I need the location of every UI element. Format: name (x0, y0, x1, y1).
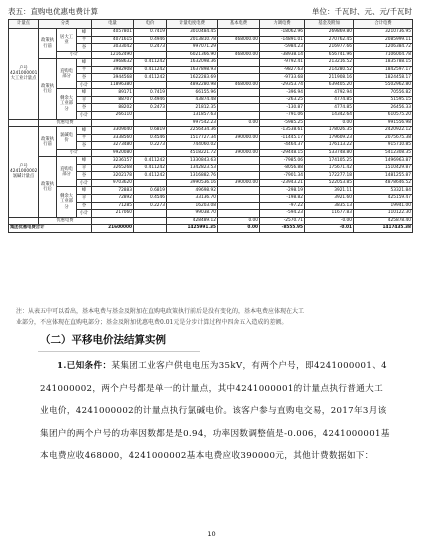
table-cell (134, 179, 167, 187)
table-cell: 175671.42 (305, 164, 354, 172)
table-cell: 89171 (92, 89, 134, 97)
table-cell: 0.411242 (134, 66, 167, 74)
table-cell: 3835.13 (305, 202, 354, 210)
table-cell (218, 59, 260, 67)
table-cell: 2256434.36 (167, 127, 218, 135)
table-cell: 991556.98 (354, 119, 413, 127)
paragraph-lead: 1.已知条件： (57, 361, 112, 371)
table-header-cell: 电量 (92, 20, 134, 29)
table-cell: 0.7419 (134, 89, 167, 97)
table-cell: 氯碱电价 (57, 127, 77, 150)
table-cell: 12162490 (92, 51, 134, 59)
table-cell: 户号4241000002氯碱计量点 (9, 127, 39, 218)
table-cell: 21812.35 (167, 104, 218, 112)
table-cell (218, 66, 260, 74)
table-cell: 0.411242 (134, 74, 167, 82)
table-cell: 0.6819 (134, 187, 167, 195)
table-cell (134, 81, 167, 89)
table-cell: 小计 (57, 51, 92, 59)
table-cell: 户号4241000001大工业计量点 (9, 29, 39, 120)
table-cell: 集团优惠电费合计 (9, 225, 92, 233)
discount-fee-table (8, 19, 413, 233)
table-cell: 744060.02 (167, 142, 218, 150)
table-cell: 174105.25 (305, 157, 354, 165)
table-cell: 11677.83 (305, 210, 354, 218)
table-cell (92, 119, 134, 127)
table-cell: 4878646.52 (354, 179, 413, 187)
table-cell: 0.00 (218, 119, 260, 127)
table-cell: 211908.16 (305, 74, 354, 82)
table-cell: 214280.52 (305, 66, 354, 74)
table-cell: 直购电部分 (57, 157, 77, 187)
table-cell: 峰 (77, 89, 92, 97)
table-cell: -11445.17 (260, 134, 305, 142)
table-cell: 172277.18 (305, 172, 354, 180)
table-cell: 3309040 (92, 127, 134, 135)
table-cell: 468000.00 (218, 81, 260, 89)
table-row (9, 157, 413, 165)
table-cell: 1330843.63 (167, 157, 218, 165)
table-cell: -263.25 (260, 96, 305, 104)
table-cell: -9827.63 (260, 66, 305, 74)
table-cell: 2420922.12 (354, 127, 413, 135)
table-cell: -130.87 (260, 104, 305, 112)
table-cell (218, 164, 260, 172)
table-cell: 0.4946 (134, 36, 167, 44)
table-cell: 26456.33 (354, 104, 413, 112)
table-cell: 49698.92 (167, 187, 218, 195)
table-cell: -396.94 (260, 89, 305, 97)
table-cell: 66155.96 (167, 89, 218, 97)
table-cell: 43874.48 (167, 96, 218, 104)
table-cell: 谷 (77, 172, 92, 180)
table-cell: 峰 (77, 29, 92, 37)
table-cell: 0.2473 (134, 104, 167, 112)
table-cell: 1637898.93 (167, 66, 218, 74)
table-cell: 72883 (92, 187, 134, 195)
table-cell: 3982908 (92, 66, 134, 74)
table-cell: 99038.70 (167, 210, 218, 218)
table-cell: 0.00 (218, 217, 260, 225)
table-cell: 16203.08 (167, 202, 218, 210)
table-cell: 0.2273 (134, 142, 167, 150)
table-cell: 0.6819 (134, 127, 167, 135)
table-header-cell: 合计电费 (354, 20, 413, 29)
table-title-row (8, 6, 412, 18)
table-cell: 9920080 (92, 149, 134, 157)
table-cell: -0.01 (305, 225, 354, 233)
table-header-cell: 基金及附加 (305, 20, 354, 29)
table-cell (9, 119, 39, 127)
table-cell: 小计 (57, 149, 92, 157)
table-cell: 0.4546 (134, 134, 167, 142)
table-cell: 谷 (77, 202, 92, 210)
table-cell: 1517727.34 (167, 134, 218, 142)
table-cell: 6021366.90 (167, 51, 218, 59)
table-cell: 179609.23 (305, 134, 354, 142)
table-cell: 1632098.36 (167, 59, 218, 67)
table-cell: 533748.80 (305, 149, 354, 157)
table-cell: 政策执行前 (39, 29, 57, 59)
table-cell: 谷 (77, 44, 92, 52)
table-cell: 997071.29 (167, 44, 218, 52)
table-cell: 0.4546 (134, 195, 167, 203)
table-cell: 3236157 (92, 157, 134, 165)
table-header-cell: 分类 (39, 20, 92, 29)
table-cell: 平 (77, 96, 92, 104)
paragraph-text: 某集团工业客户供电电压为35kV，有两个户号，即4241000001、4241000002，两个户号都是单一的计量点，其中4241000001的计量点执行普通大工业电价，4241000002的计量点执行氯碱电价。该客户参与直购电交易，2017年3月该集团户的两个户号的功率因数都是是0.94，功率因数调整值是-0.006，4241000001基本电费应收468000，4241000002基本电费应收390000元，其他计费数据如下： (40, 361, 390, 461)
table-cell: 425878.40 (354, 217, 413, 225)
table-cell: 政策执行后 (39, 59, 57, 119)
table-cell: 4057801 (92, 29, 134, 37)
table-cell: 3944568 (92, 74, 134, 82)
table-cell (218, 142, 260, 150)
table-cell: 3010484.45 (167, 29, 218, 37)
table-cell (134, 112, 167, 120)
table-cell: 1510429.87 (354, 164, 413, 172)
table-row (9, 89, 413, 97)
table-cell: -9792.41 (260, 59, 305, 67)
table-cell: 3033042 (92, 44, 134, 52)
table-cell: 谷 (77, 104, 92, 112)
table-cell: 1316882.76 (167, 172, 218, 180)
table-cell: -14891.01 (260, 36, 305, 44)
table-cell: 4892280.98 (167, 81, 218, 89)
table-cell (218, 96, 260, 104)
table-cell: 优惠电费 (39, 217, 92, 225)
table-cell: 3210736.95 (354, 29, 413, 37)
table-cell: 610575.20 (354, 112, 413, 120)
table-cell: 1622283.69 (167, 74, 218, 82)
table-cell: -4464.37 (260, 142, 305, 150)
table-cell: 3265268 (92, 164, 134, 172)
table-cell: -13538.61 (260, 127, 305, 135)
table-cell (218, 89, 260, 97)
table-cell: 0.7419 (134, 29, 167, 37)
table-cell: 217060 (92, 210, 134, 218)
table-cell (218, 210, 260, 218)
table-cell (134, 119, 167, 127)
table-cell (218, 112, 260, 120)
table-cell: 0.411242 (134, 172, 167, 180)
table-header-row (9, 20, 413, 29)
table-cell: 71285 (92, 202, 134, 210)
table-cell: -2570.71 (260, 217, 305, 225)
table-cell: 0.411242 (134, 157, 167, 165)
table-cell: 53321.84 (354, 187, 413, 195)
table-cell: -29448.15 (260, 149, 305, 157)
table-cell: -97.22 (260, 202, 305, 210)
table-cell: 21600000 (92, 225, 134, 233)
section-heading: （二）平移电价法结算实例 (40, 334, 166, 346)
table-row (9, 127, 413, 135)
table-cell: 33136.70 (167, 195, 218, 203)
table-cell: 居大工业 (57, 29, 77, 52)
table-cell: 390000.00 (218, 149, 260, 157)
table-cell: 4518221.72 (167, 149, 218, 157)
table-cell: 直购电部分 (57, 59, 77, 89)
table-cell: 2013810.78 (167, 36, 218, 44)
table-cell: 0.00 (305, 119, 354, 127)
table-cell: 522053.85 (305, 179, 354, 187)
table-cell: 0.411242 (134, 164, 167, 172)
table-cell: 小计 (77, 179, 92, 187)
table-cell: -0.00 (305, 217, 354, 225)
table-header-cell: 计量点 (9, 20, 39, 29)
table-cell: -38938.14 (260, 51, 305, 59)
table-cell: 176113.22 (305, 142, 354, 150)
table-cell (218, 127, 260, 135)
table-header-cell: 计量电度电费 (167, 20, 218, 29)
table-cell: 2075675.38 (354, 134, 413, 142)
table-cell: 1425991.35 (167, 225, 218, 233)
table-cell (218, 172, 260, 180)
table-cell (134, 149, 167, 157)
table-cell (218, 29, 260, 37)
table-cell: -7985.06 (260, 157, 305, 165)
table-row (9, 119, 413, 127)
table-cell: 峰 (77, 59, 92, 67)
table-cell: 小计 (77, 210, 92, 218)
table-cell: 平 (77, 36, 92, 44)
table-cell (134, 51, 167, 59)
table-cell: 1824458.17 (354, 74, 413, 82)
table-cell: 优惠电费 (39, 119, 92, 127)
table-cell: 110122.30 (354, 210, 413, 218)
table-cell: -18062.96 (260, 29, 305, 37)
table-cell: 4774.85 (305, 104, 354, 112)
table-cell: 72892 (92, 195, 134, 203)
table-cell: 剩余大工业部分 (57, 187, 77, 217)
table-cell (134, 225, 167, 233)
table-cell: 266110 (92, 112, 134, 120)
table-cell (218, 202, 260, 210)
table-cell: 平 (77, 195, 92, 203)
table-cell: 3990536.16 (167, 179, 218, 187)
table-cell: 剩余大工业部分 (57, 89, 77, 119)
table-row (9, 51, 413, 59)
table-cell: 4792.94 (305, 89, 354, 97)
table-cell: 656741.96 (305, 51, 354, 59)
table-cell: 131857.63 (167, 112, 218, 120)
table-cell (218, 157, 260, 165)
table-cell: 5412308.35 (354, 149, 413, 157)
table-cell: 428489.12 (167, 217, 218, 225)
table-cell: 3202178 (92, 172, 134, 180)
table-cell: 639405.20 (305, 81, 354, 89)
table-cell: 9703620 (92, 179, 134, 187)
table-cell: 269869.80 (305, 29, 354, 37)
table-cell: -8056.88 (260, 164, 305, 172)
table-cell (218, 104, 260, 112)
table-cell (134, 210, 167, 218)
table-cell: 2085999.11 (354, 36, 413, 44)
table-cell: 997542.23 (167, 119, 218, 127)
table-cell: 14342.64 (305, 112, 354, 120)
table-cell: -5985.25 (260, 119, 305, 127)
note-line: 注：从表五中可以看出，基本电费与基金及附加在直购电政策执行前后是没有变化的，基本电费应体现在大工 (16, 308, 305, 315)
table-cell: 390000.00 (218, 179, 260, 187)
table-cell: 谷 (77, 74, 92, 82)
table-title: 表五：直购电优惠电费计算 (8, 7, 98, 16)
table-cell: 政策执行前 (39, 127, 57, 157)
table-cell: 1496963.87 (354, 157, 413, 165)
table-cell: 3921.11 (305, 187, 354, 195)
table-row (9, 187, 413, 195)
table-cell: 425159.47 (354, 195, 413, 203)
table-cell: 51595.15 (354, 96, 413, 104)
table-cell: 0.4946 (134, 96, 167, 104)
table-cell (9, 217, 39, 225)
table-cell: 4071615 (92, 36, 134, 44)
table-cell: -198.82 (260, 195, 305, 203)
table-cell: 3968632 (92, 59, 134, 67)
table-row (9, 59, 413, 67)
table-cell: -9733.68 (260, 74, 305, 82)
table-cell: 213216.52 (305, 59, 354, 67)
table-cell: 平 (77, 164, 92, 172)
table-cell (218, 187, 260, 195)
table-row (9, 149, 413, 157)
table-cell (92, 217, 134, 225)
table-cell: 0.411242 (134, 59, 167, 67)
table-cell: 政策执行后 (39, 157, 57, 217)
table-cell: 峰 (77, 157, 92, 165)
table-cell: 5502962.80 (354, 81, 413, 89)
table-cell (218, 195, 260, 203)
table-unit: 单位：千瓦时、元、元/千瓦时 (311, 7, 412, 16)
table-note (16, 306, 408, 328)
table-cell: 468000.00 (218, 36, 260, 44)
table-cell: 7106004.78 (354, 51, 413, 59)
table-cell: -23943.21 (260, 179, 305, 187)
table-cell: 峰 (77, 187, 92, 195)
table-cell: -29353.74 (260, 81, 305, 89)
table-cell: 270762.45 (305, 36, 354, 44)
table-cell: 峰 (77, 127, 92, 135)
table-cell: 0.00 (218, 225, 260, 233)
table-header-cell: 力调电费 (260, 20, 305, 29)
table-cell: 1835788.15 (354, 59, 413, 67)
table-cell: 1842597.17 (354, 66, 413, 74)
page-number: 10 (207, 530, 216, 538)
table-cell: 70556.82 (354, 89, 413, 97)
table-cell: 468000.00 (218, 51, 260, 59)
table-cell (218, 74, 260, 82)
table-cell: 1342823.53 (167, 164, 218, 172)
table-cell: 1206384.72 (354, 44, 413, 52)
table-cell: 216977.66 (305, 44, 354, 52)
table-cell (134, 217, 167, 225)
table-row (9, 225, 413, 233)
table-cell: -594.23 (260, 210, 305, 218)
table-cell: 0.2473 (134, 44, 167, 52)
table-cell: 1481255.87 (354, 172, 413, 180)
table-cell: -298.19 (260, 187, 305, 195)
table-header-cell: 基本电费 (218, 20, 260, 29)
section-underline (38, 351, 200, 352)
table-cell: -791.06 (260, 112, 305, 120)
table-cell: 178026.35 (305, 127, 354, 135)
table-cell: -8555.95 (260, 225, 305, 233)
body-paragraph (40, 355, 390, 468)
table-cell: 88707 (92, 96, 134, 104)
table-cell: 平 (77, 66, 92, 74)
table-header-cell: 电价 (134, 20, 167, 29)
table-cell: 4774.85 (305, 96, 354, 104)
table-cell: -7901.34 (260, 172, 305, 180)
table-cell: 0.2273 (134, 202, 167, 210)
table-cell: 19941.00 (354, 202, 413, 210)
table-cell (218, 44, 260, 52)
table-cell: 谷 (77, 142, 92, 150)
table-cell: 11896380 (92, 81, 134, 89)
table-cell: 小计 (77, 112, 92, 120)
table-cell: 88202 (92, 104, 134, 112)
table-cell: 3338560 (92, 134, 134, 142)
table-cell: 平 (77, 134, 92, 142)
table-cell: 3273480 (92, 142, 134, 150)
table-row (9, 29, 413, 37)
table-cell: -5984.23 (260, 44, 305, 52)
note-line: 业部分，不应体现在直购电部分；基金及附加优惠电费0.01元是分步计算过程中四舍五入造成的差额。 (16, 319, 288, 326)
table-cell: 1417435.38 (354, 225, 413, 233)
table-cell: 小计 (77, 81, 92, 89)
table-cell: 915710.85 (354, 142, 413, 150)
table-row (9, 217, 413, 225)
table-cell: 3921.60 (305, 195, 354, 203)
table-cell: 390000.00 (218, 134, 260, 142)
